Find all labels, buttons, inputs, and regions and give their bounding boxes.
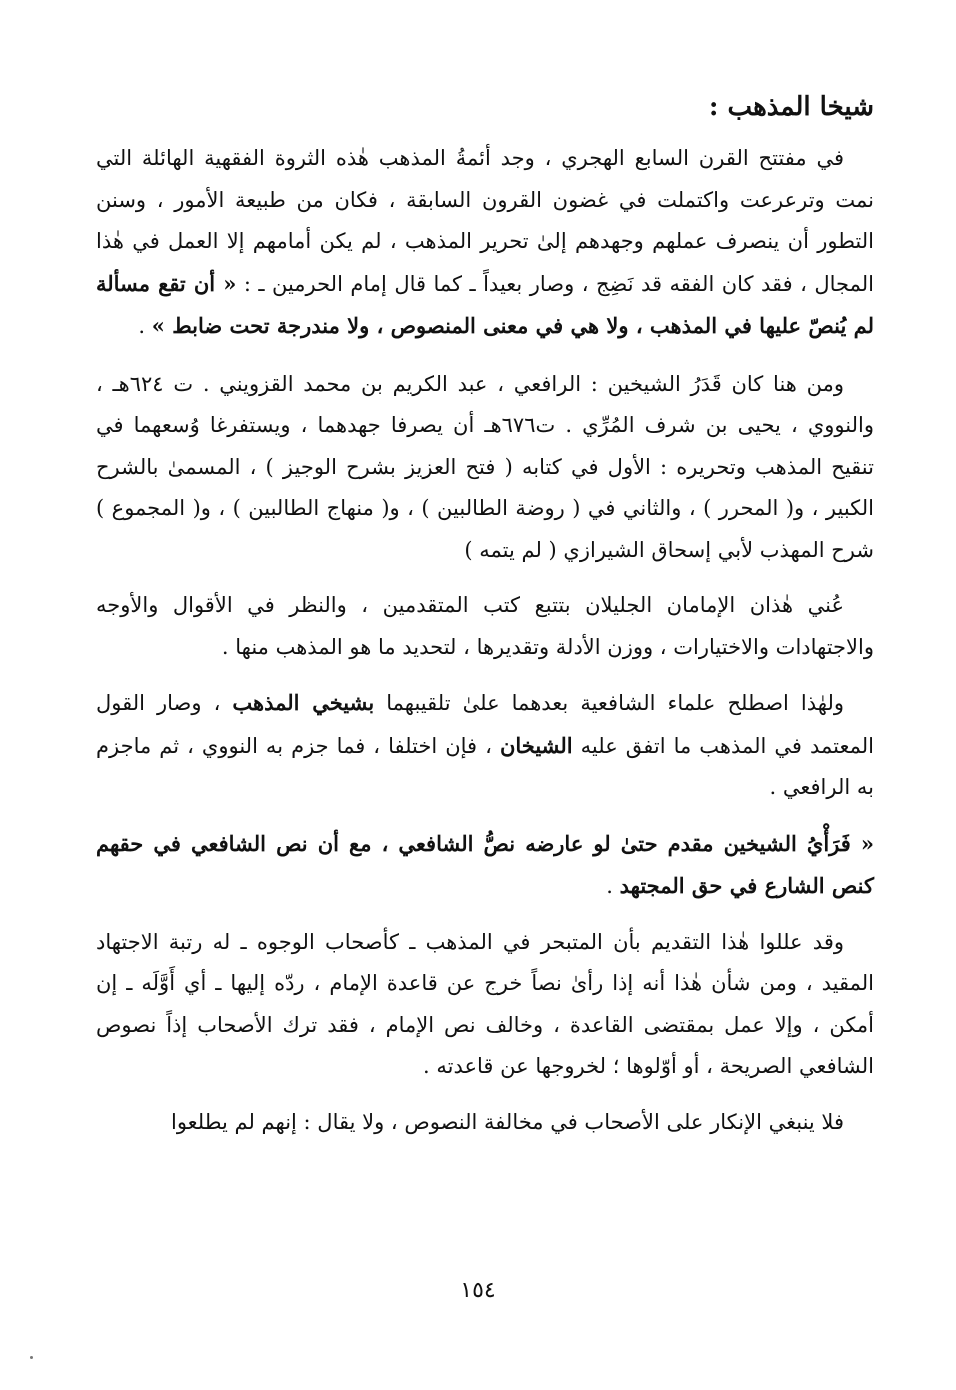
paragraph-4 xyxy=(96,682,874,809)
text-segment: ومن هنا كان قَدَرُ الشيخين : الرافعي ، عبد الكريم بن محمد القزويني . ت ٦٢٤هـ ، والنووي ، يحيى بن شرف المُرِّي . ت٦٧٦هـ أن يصرفا جهدهما ، ويستفرغا وُسعهما في تنقيح المذهب وتحريره : الأول في كتابه ( فتح العزيز بشرح الوجيز ) ، المسمىٰ بالشرح الكبير ، و( المحرر ) ، والثاني في ( روضة الطالبين ) ، و( منهاج الطالبين ) ، و( المجموع ) شرح المهذب لأبي إسحاق الشيرازي ( لم يتمه ) xyxy=(96,371,874,562)
document-page xyxy=(96,82,874,1322)
bold-term: الشيخان xyxy=(499,732,573,758)
paragraph-3 xyxy=(96,585,874,668)
paragraph-5 xyxy=(96,823,874,908)
text-segment: عُني هٰذان الإمامان الجليلان بتتبع كتب المتقدمين ، والنظر في الأقوال والأوجه والاجتهادات والاختيارات ، ووزن الأدلة وتقديرها ، لتحديد ما هو المذهب منها . xyxy=(96,593,874,659)
paragraph-1 xyxy=(96,138,874,348)
scan-speck xyxy=(30,1356,33,1359)
text-segment: فلا ينبغي الإنكار على الأصحاب في مخالفة النصوص ، ولا يقال : إنهم لم يطلعوا xyxy=(170,1109,844,1134)
text-segment: . xyxy=(138,314,152,338)
text-segment: ، فإن اختلفا ، فما جزم به النووي ، ثم ماجزم به الرافعي . xyxy=(96,733,874,799)
paragraph-2 xyxy=(96,364,874,572)
quote-segment: « أن تقع مسألة لم يُنصّ عليها في المذهب ، ولا هي في معنى المنصوص ، ولا مندرجة تحت ضابط » xyxy=(96,270,874,338)
text-segment: وقد عللوا هٰذا التقديم بأن المتبحر في المذهب ـ كأصحاب الوجوه ـ له رتبة الاجتهاد المقيد ، ومن شأن هٰذا أنه إذا رأىٰ نصاً خرج عن قاعدة الإمام ، ردّه إليها ـ أي أَوَّلَه ـ إن أمكن ، وإلا عمل بمقتضى القاعدة ، وخالف نص الإمام ، فقد ترك الأصحاب إذاً نصوص الشافعي الصريحة ، أو أوّلوها ؛ لخروجها عن قاعدته . xyxy=(96,929,874,1078)
section-heading: شيخا المذهب : xyxy=(708,92,874,122)
page-number: ١٥٤ xyxy=(460,1278,496,1303)
quote-segment: « فَرَأْيُ الشيخين مقدم حتىٰ لو عارضه نصُّ الشافعي ، مع أن نص الشافعي في حقهم كنص الشارع في حق المجتهد xyxy=(96,830,874,898)
text-segment: . xyxy=(606,874,620,898)
paragraph-6 xyxy=(96,922,874,1088)
bold-term: بشيخي المذهب xyxy=(232,690,375,715)
text-segment: ، وصار القول المعتمد في المذهب ما اتفق عليه xyxy=(96,691,874,758)
paragraph-7 xyxy=(96,1102,874,1144)
text-segment: في مفتتح القرن السابع الهجري ، وجد أئمةُ المذهب هٰذه الثروة الفقهية الهائلة التي نمت وترعرعت واكتملت في غضون القرون السابقة ، فكان من طبيعة الأمور ، وسنن التطور أن ينصرف عملهم وجهدهم إلىٰ تحرير المذهب ، لم يكن أمامهم إلا العمل في هٰذا المجال ، فقد كان الفقه قد نَضِج ، وصار بعيداً ـ كما قال إمام الحرمين ـ : xyxy=(96,146,875,296)
text-segment: ولهٰذا اصطلح علماء الشافعية بعدهما علىٰ تلقيبهما xyxy=(374,691,844,715)
